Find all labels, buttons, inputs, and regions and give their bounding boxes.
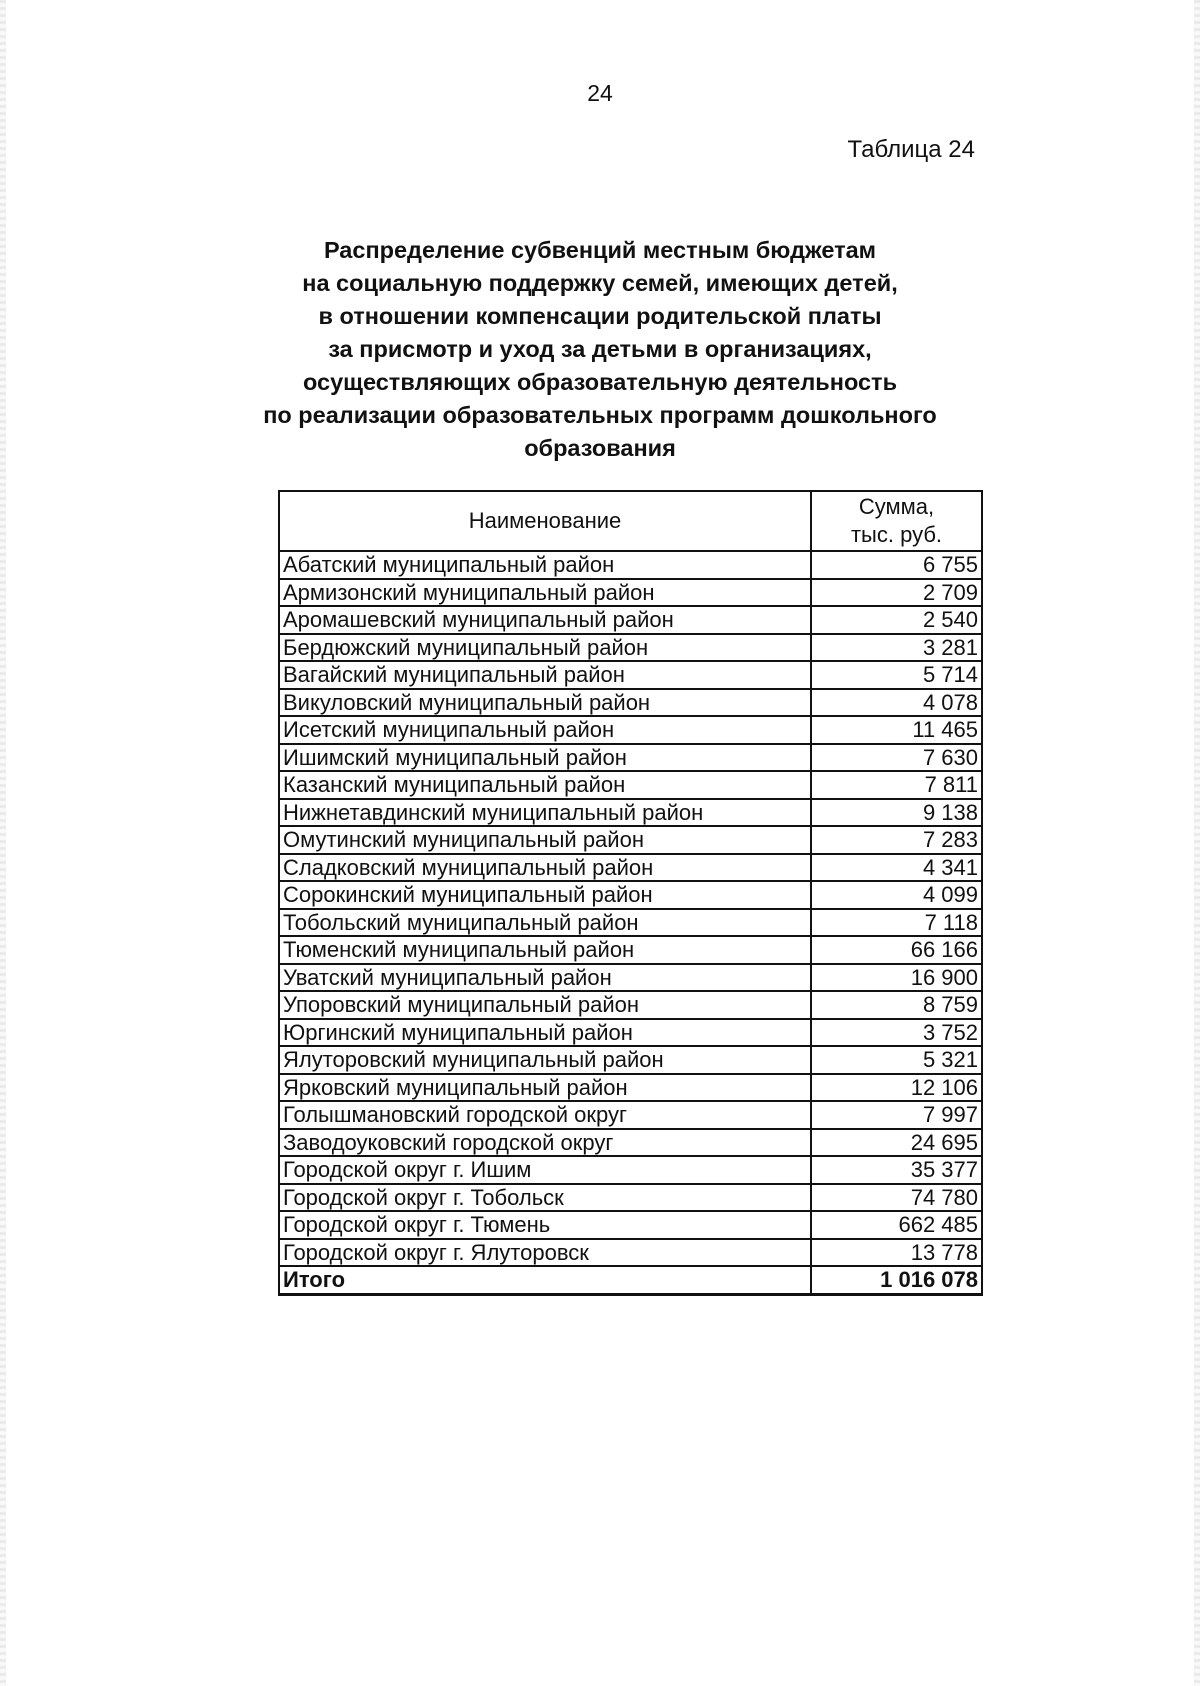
- row-name: Нижнетавдинский муниципальный район: [279, 799, 811, 827]
- row-name: Сладковский муниципальный район: [279, 854, 811, 882]
- table-body: [279, 551, 982, 1266]
- row-name: Казанский муниципальный район: [279, 771, 811, 799]
- table-row: [279, 551, 982, 579]
- row-sum: 5 321: [811, 1046, 982, 1074]
- header-sum: Сумма, тыс. руб.: [811, 491, 982, 551]
- row-name: Вагайский муниципальный район: [279, 661, 811, 689]
- row-sum: 4 099: [811, 881, 982, 909]
- table-row: [279, 1046, 982, 1074]
- total-sum: 1 016 078: [811, 1266, 982, 1294]
- row-name: Тобольский муниципальный район: [279, 909, 811, 937]
- row-name: Сорокинский муниципальный район: [279, 881, 811, 909]
- row-sum: 4 078: [811, 689, 982, 717]
- table-row: [279, 689, 982, 717]
- scan-edge-left: [0, 0, 6, 1686]
- row-name: Уватский муниципальный район: [279, 964, 811, 992]
- row-sum: 7 630: [811, 744, 982, 772]
- table-row: [279, 606, 982, 634]
- scan-edge-right: [1194, 0, 1200, 1686]
- row-sum: 3 281: [811, 634, 982, 662]
- table-row: [279, 579, 982, 607]
- row-sum: 12 106: [811, 1074, 982, 1102]
- row-sum: 6 755: [811, 551, 982, 579]
- row-name: Городской округ г. Тобольск: [279, 1184, 811, 1212]
- row-name: Викуловский муниципальный район: [279, 689, 811, 717]
- table-row: [279, 744, 982, 772]
- row-name: Городской округ г. Ялуторовск: [279, 1239, 811, 1267]
- table-row: [279, 634, 982, 662]
- row-sum: 7 811: [811, 771, 982, 799]
- row-sum: 16 900: [811, 964, 982, 992]
- row-sum: 3 752: [811, 1019, 982, 1047]
- table-row: [279, 1184, 982, 1212]
- table-row: [279, 1156, 982, 1184]
- row-name: Юргинский муниципальный район: [279, 1019, 811, 1047]
- row-sum: 2 709: [811, 579, 982, 607]
- table-row: [279, 936, 982, 964]
- table-row: [279, 964, 982, 992]
- table-row: [279, 1211, 982, 1239]
- page-number: 24: [587, 80, 613, 106]
- table-row: [279, 716, 982, 744]
- table-row: [279, 661, 982, 689]
- table-row: [279, 1019, 982, 1047]
- table-row: [279, 909, 982, 937]
- table-row: [279, 881, 982, 909]
- row-name: Исетский муниципальный район: [279, 716, 811, 744]
- row-sum: 74 780: [811, 1184, 982, 1212]
- document-title: Распределение субвенций местным бюджетам на социальную поддержку семей, имеющих детей, в отношении компенсации родительской платы за присмотр и уход за детьми в организациях, осуществляющих образовательную деятельность по реализации образовательных программ дошкольного образования: [263, 237, 937, 461]
- total-label: Итого: [279, 1266, 811, 1294]
- row-name: Тюменский муниципальный район: [279, 936, 811, 964]
- row-name: Ялуторовский муниципальный район: [279, 1046, 811, 1074]
- table-row: [279, 771, 982, 799]
- row-sum: 7 118: [811, 909, 982, 937]
- row-sum: 66 166: [811, 936, 982, 964]
- row-name: Омутинский муниципальный район: [279, 826, 811, 854]
- row-name: Ярковский муниципальный район: [279, 1074, 811, 1102]
- row-sum: 8 759: [811, 991, 982, 1019]
- header-name: Наименование: [279, 491, 811, 551]
- table-row: [279, 991, 982, 1019]
- table-header-row: [279, 491, 982, 551]
- row-name: Голышмановский городской округ: [279, 1101, 811, 1129]
- row-sum: 7 997: [811, 1101, 982, 1129]
- row-name: Ишимский муниципальный район: [279, 744, 811, 772]
- row-sum: 24 695: [811, 1129, 982, 1157]
- row-sum: 11 465: [811, 716, 982, 744]
- row-name: Аромашевский муниципальный район: [279, 606, 811, 634]
- table-label: Таблица 24: [847, 136, 975, 163]
- row-sum: 7 283: [811, 826, 982, 854]
- total-row: [279, 1266, 982, 1294]
- table-row: [279, 1101, 982, 1129]
- row-sum: 5 714: [811, 661, 982, 689]
- row-name: Городской округ г. Тюмень: [279, 1211, 811, 1239]
- row-sum: 9 138: [811, 799, 982, 827]
- row-name: Армизонский муниципальный район: [279, 579, 811, 607]
- row-sum: 35 377: [811, 1156, 982, 1184]
- table-row: [279, 1074, 982, 1102]
- subvention-table: [278, 490, 983, 1296]
- row-name: Упоровский муниципальный район: [279, 991, 811, 1019]
- row-sum: 2 540: [811, 606, 982, 634]
- row-name: Заводоуковский городской округ: [279, 1129, 811, 1157]
- row-sum: 4 341: [811, 854, 982, 882]
- table-row: [279, 826, 982, 854]
- table-row: [279, 1129, 982, 1157]
- row-sum: 662 485: [811, 1211, 982, 1239]
- row-name: Абатский муниципальный район: [279, 551, 811, 579]
- table-row: [279, 799, 982, 827]
- row-sum: 13 778: [811, 1239, 982, 1267]
- row-name: Городской округ г. Ишим: [279, 1156, 811, 1184]
- table-row: [279, 1239, 982, 1267]
- table-row: [279, 854, 982, 882]
- row-name: Бердюжский муниципальный район: [279, 634, 811, 662]
